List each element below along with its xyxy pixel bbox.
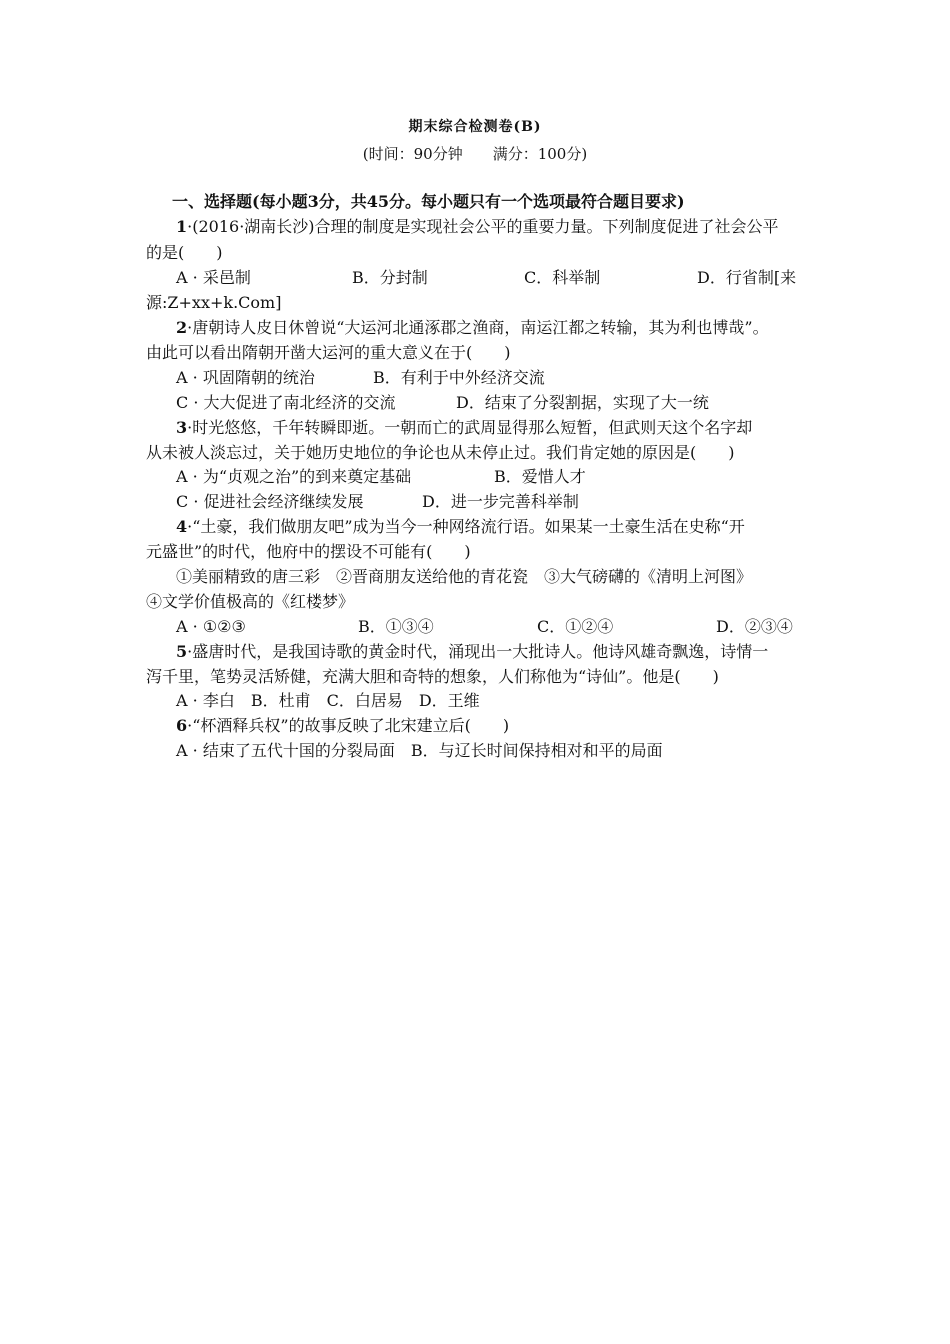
question-text: ·“土豪，我们做朋友吧”成为当今一种网络流行语。如果某一土豪生活在史称“开 <box>187 517 745 536</box>
question-4-line-2: 元盛世”的时代，他府中的摆设不可能有( ) <box>146 542 471 561</box>
q1-option-b: B．分封制 <box>352 268 428 287</box>
q4-option-d: D．②③④ <box>716 617 793 636</box>
q2-option-b: B．有利于中外经济交流 <box>373 368 545 387</box>
question-text: ·盛唐时代，是我国诗歌的黄金时代，涌现出一大批诗人。他诗风雄奇飘逸，诗情一 <box>187 642 769 661</box>
q1-option-a: A · 采邑制 <box>176 268 251 287</box>
question-text: ·(2016·湖南长沙)合理的制度是实现社会公平的重要力量。下列制度促进了社会公平 <box>187 217 779 236</box>
question-number: 5 <box>176 642 188 661</box>
q1-option-d: D．行省制[来 <box>697 268 797 287</box>
question-4-items-1: ①美丽精致的唐三彩 ②晋商朋友送给他的青花瓷 ③大气磅礴的《清明上河图》 <box>176 567 753 586</box>
question-text: ·“杯酒释兵权”的故事反映了北宋建立后( ) <box>187 716 510 735</box>
question-text: ·时光悠悠，千年转瞬即逝。一朝而亡的武周显得那么短暂，但武则天这个名字却 <box>187 418 753 437</box>
question-2-line-2: 由此可以看出隋朝开凿大运河的重大意义在于( ) <box>146 343 511 362</box>
question-number: 1 <box>176 217 188 236</box>
q2-option-d: D．结束了分裂割据，实现了大一统 <box>456 393 709 412</box>
question-6-line-1 <box>176 716 509 736</box>
question-5-line-2: 泻千里，笔势灵活矫健，充满大胆和奇特的想象，人们称他为“诗仙”。他是( ) <box>146 667 719 686</box>
q1-option-c: C．科举制 <box>524 268 601 287</box>
q2-option-a: A · 巩固隋朝的统治 <box>176 368 315 387</box>
question-number: 2 <box>176 318 188 337</box>
question-3-line-1 <box>176 418 752 438</box>
question-number: 3 <box>176 418 188 437</box>
q6-options: A · 结束了五代十国的分裂局面 B．与辽长时间保持相对和平的局面 <box>176 741 663 760</box>
page-title: 期末综合检测卷(B) <box>408 119 542 135</box>
question-1-source: 源:Z+xx+k.Com] <box>146 293 282 312</box>
question-1-line-2: 的是( ) <box>146 243 223 262</box>
q3-option-c: C · 促进社会经济继续发展 <box>176 492 364 511</box>
q5-options: A · 李白 B．杜甫 C．白居易 D．王维 <box>176 691 480 710</box>
section-heading: 一、选择题(每小题3分，共45分。每小题只有一个选项最符合题目要求) <box>172 192 685 211</box>
question-5-line-1 <box>176 642 768 662</box>
question-3-line-2: 从未被人淡忘过，关于她历史地位的争论也从未停止过。我们肯定她的原因是( ) <box>146 443 735 462</box>
q4-option-c: C．①②④ <box>537 617 614 636</box>
question-number: 4 <box>176 517 188 536</box>
question-2-line-1 <box>176 318 769 338</box>
question-4-line-1 <box>176 517 745 537</box>
question-4-items-2: ④文学价值极高的《红楼梦》 <box>146 592 355 611</box>
question-1-line-1 <box>176 217 779 237</box>
q3-option-b: B．爱惜人才 <box>494 467 586 486</box>
question-text: ·唐朝诗人皮日休曾说“大运河北通涿郡之渔商，南运江都之转输，其为利也博哉”。 <box>187 318 769 337</box>
q2-option-c: C · 大大促进了南北经济的交流 <box>176 393 396 412</box>
q4-option-a: A · ①②③ <box>176 617 246 636</box>
q3-option-a: A · 为“贞观之治”的到来奠定基础 <box>176 467 412 486</box>
q3-option-d: D．进一步完善科举制 <box>422 492 579 511</box>
exam-time-score: (时间：90分钟 满分：100分) <box>362 145 588 163</box>
q4-option-b: B．①③④ <box>358 617 434 636</box>
question-number: 6 <box>176 716 188 735</box>
